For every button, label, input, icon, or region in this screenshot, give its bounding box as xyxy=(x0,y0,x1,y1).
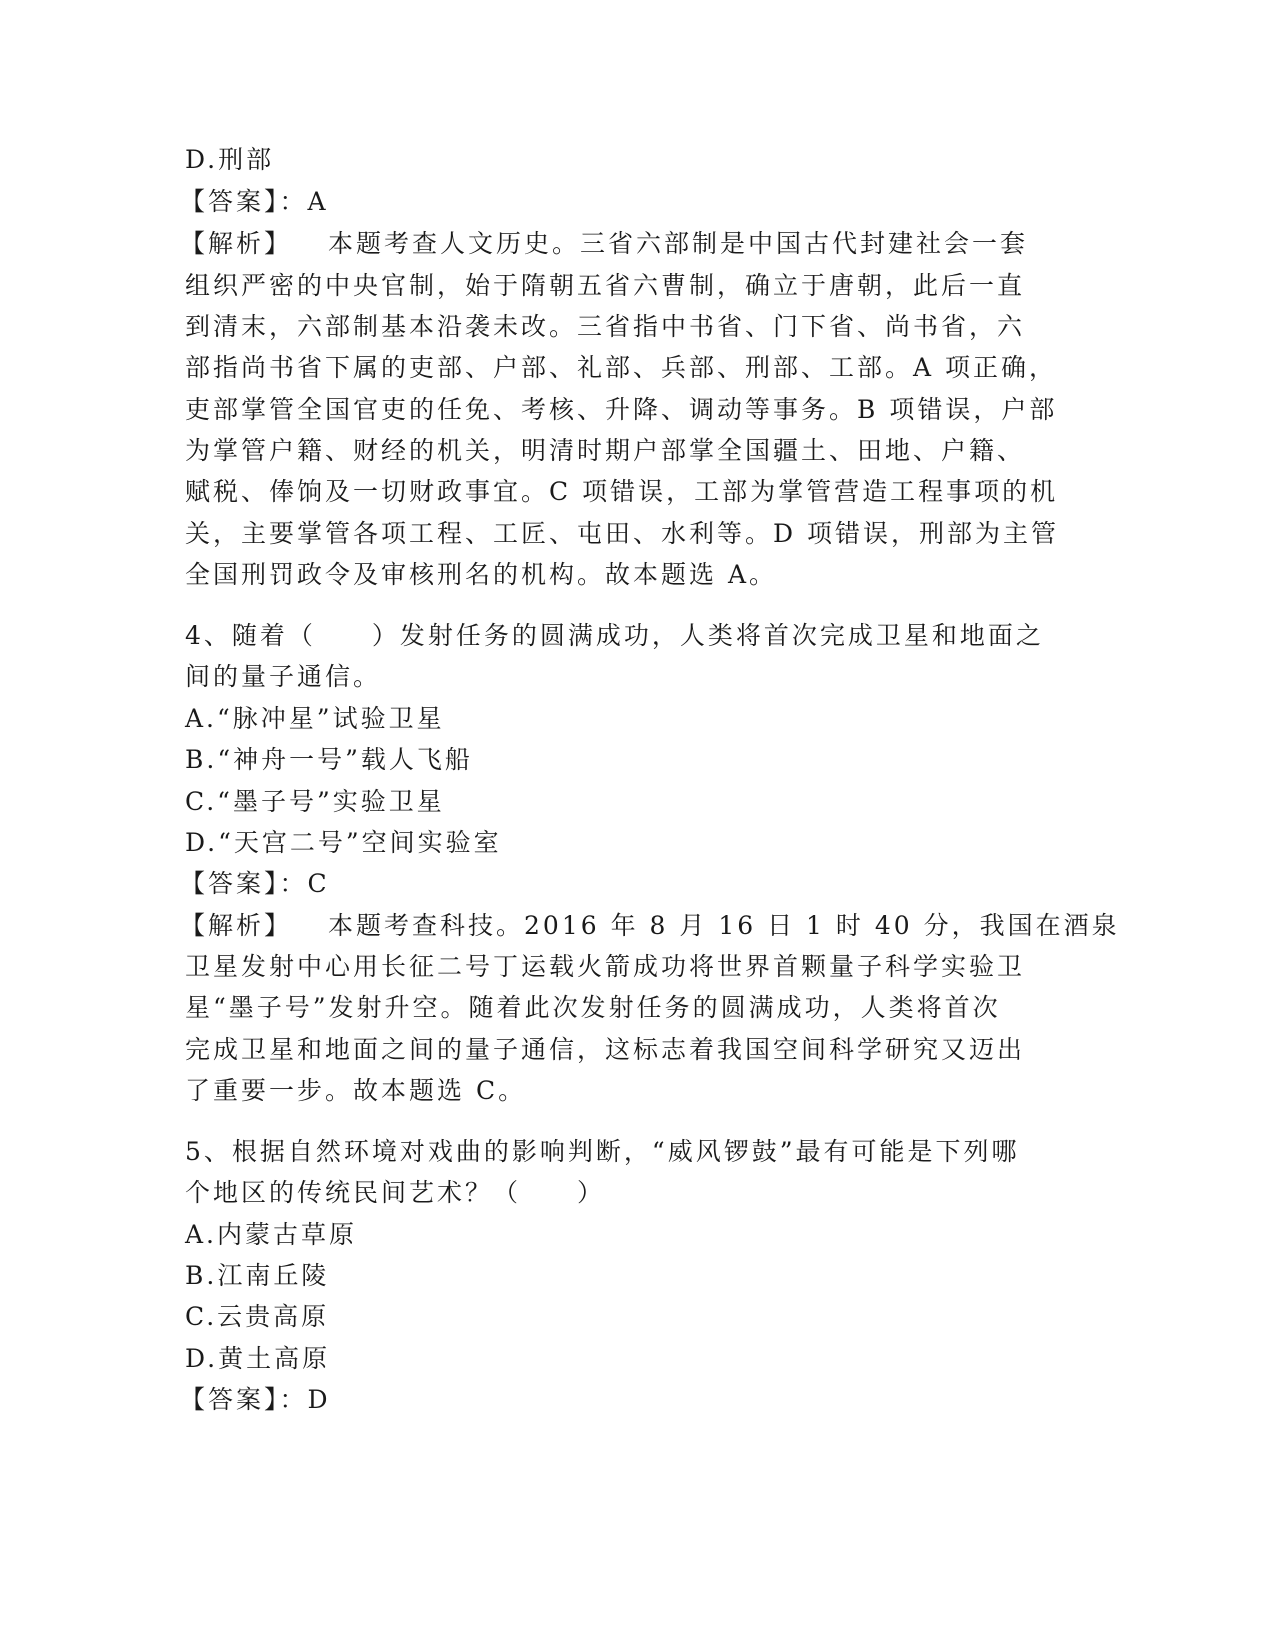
q4-question-line-1: 4、随着（ ）发射任务的圆满成功，人类将首次完成卫星和地面之 xyxy=(185,621,1044,650)
analysis-text: 本题考查人文历史。三省六部制是中国古代封建社会一套 xyxy=(328,229,1029,258)
analysis-label: 【解析】 xyxy=(180,229,293,258)
q3-analysis-line-1 xyxy=(180,228,1028,260)
q3-answer xyxy=(180,186,329,218)
q4-analysis-line-2: 卫星发射中心用长征二号丁运载火箭成功将世界首颗量子科学实验卫 xyxy=(185,952,1026,981)
answer-value: D xyxy=(307,1385,331,1414)
q3-analysis-line-2: 组织严密的中央官制，始于隋朝五省六曹制，确立于唐朝，此后一直 xyxy=(185,271,1026,300)
q5-option-b: B.江南丘陵 xyxy=(185,1261,330,1290)
q5-question-line-2: 个地区的传统民间艺术？（ ） xyxy=(185,1178,606,1207)
q4-analysis-line-3: 星“墨子号”发射升空。随着此次发射任务的圆满成功，人类将首次 xyxy=(185,993,1001,1022)
q3-option-d: D.刑部 xyxy=(185,145,275,174)
q3-analysis-line-8: 关，主要掌管各项工程、工匠、屯田、水利等。D 项错误，刑部为主管 xyxy=(185,519,1059,548)
q4-option-c: C.“墨子号”实验卫星 xyxy=(185,787,445,816)
answer-label: 【答案】： xyxy=(180,187,308,216)
q5-answer xyxy=(180,1384,331,1416)
answer-label: 【答案】： xyxy=(180,1385,308,1414)
answer-value: A xyxy=(307,187,329,216)
analysis-label: 【解析】 xyxy=(180,911,293,940)
answer-label: 【答案】： xyxy=(180,869,308,898)
q4-analysis-line-5: 了重要一步。故本题选 C。 xyxy=(185,1076,527,1105)
q3-analysis-line-9: 全国刑罚政令及审核刑名的机构。故本题选 A。 xyxy=(185,560,778,589)
q3-analysis-line-7: 赋税、俸饷及一切财政事宜。C 项错误，工部为掌管营造工程事项的机 xyxy=(185,477,1059,506)
q3-analysis-line-5: 吏部掌管全国官吏的任免、考核、升降、调动等事务。B 项错误，户部 xyxy=(185,395,1058,424)
q5-option-a: A.内蒙古草原 xyxy=(185,1220,358,1249)
q4-question-line-2: 间的量子通信。 xyxy=(185,662,382,691)
q4-analysis-line-4: 完成卫星和地面之间的量子通信，这标志着我国空间科学研究又迈出 xyxy=(185,1035,1026,1064)
answer-value: C xyxy=(307,869,330,898)
q5-question-line-1: 5、根据自然环境对戏曲的影响判断，“威风锣鼓”最有可能是下列哪 xyxy=(185,1137,1020,1166)
q5-option-d: D.黄土高原 xyxy=(185,1344,331,1373)
q4-option-d: D.“天宫二号”空间实验室 xyxy=(185,828,502,857)
q3-analysis-line-3: 到清末，六部制基本沿袭未改。三省指中书省、门下省、尚书省，六 xyxy=(185,312,1026,341)
q4-option-a: A.“脉冲星”试验卫星 xyxy=(185,704,445,733)
q3-analysis-line-4: 部指尚书省下属的吏部、户部、礼部、兵部、刑部、工部。A 项正确， xyxy=(185,353,1058,382)
q4-analysis-line-1 xyxy=(180,910,1120,942)
analysis-text: 本题考查科技。2016 年 8 月 16 日 1 时 40 分，我国在酒泉 xyxy=(328,911,1120,940)
q3-analysis-line-6: 为掌管户籍、财经的机关，明清时期户部掌全国疆土、田地、户籍、 xyxy=(185,436,1026,465)
q4-option-b: B.“神舟一号”载人飞船 xyxy=(185,745,473,774)
q5-option-c: C.云贵高原 xyxy=(185,1302,330,1331)
q4-answer xyxy=(180,868,330,900)
